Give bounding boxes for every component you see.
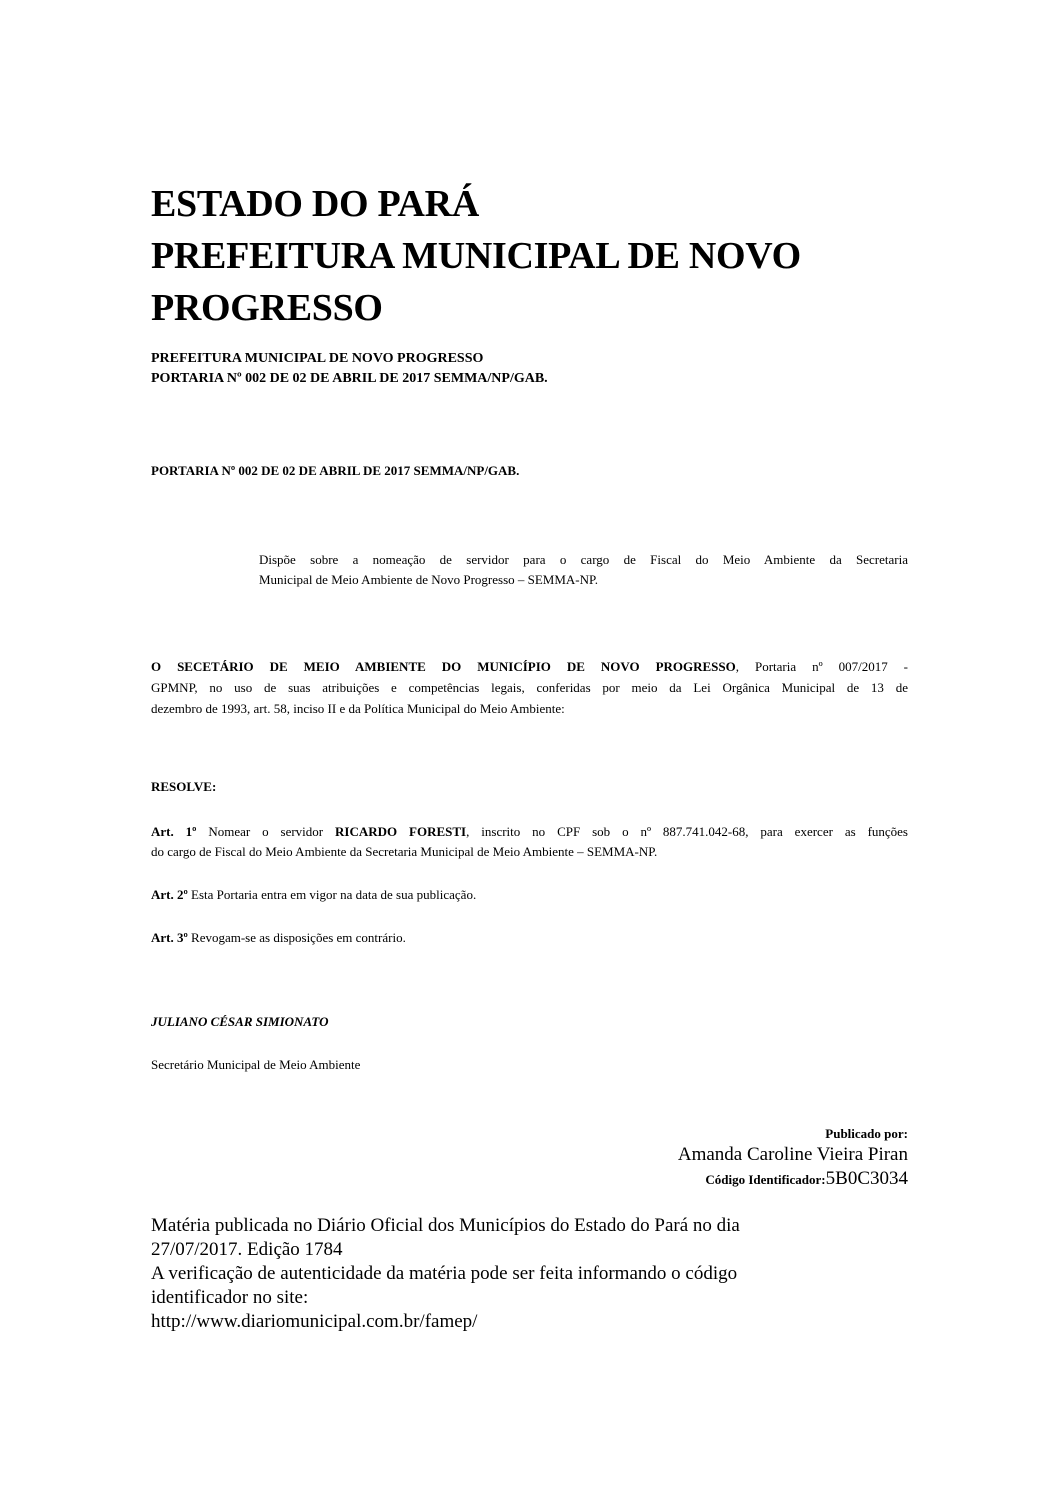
document-header <box>151 178 931 334</box>
identifier-code-label: Código Identificador: <box>705 1172 826 1187</box>
article-2-line <box>151 885 908 905</box>
verification-url: http://www.diariomunicipal.com.br/famep/ <box>151 1311 478 1332</box>
article-1-text-a: Nomear o servidor <box>196 824 336 839</box>
portaria-title: PORTARIA Nº 002 DE 02 DE ABRIL DE 2017 SEMMA/NP/GAB. <box>151 463 520 478</box>
preamble-line1-rest: , Portaria nº 007/2017 - <box>735 659 908 674</box>
article-1-line <box>151 822 908 842</box>
ementa <box>259 550 908 590</box>
signer-role: Secretário Municipal de Meio Ambiente <box>151 1057 361 1072</box>
article-3-label: Art. 3º <box>151 930 188 945</box>
article-3-text: Revogam-se as disposições em contrário. <box>187 930 406 945</box>
footer-line: A verificação de autenticidade da matéria pode ser feita informando o código <box>151 1263 738 1284</box>
preamble-line: GPMNP, no uso de suas atribuições e competências legais, conferidas por meio da Lei Orgânica Municipal de 13 de <box>151 680 908 695</box>
identifier-code-row <box>678 1167 908 1192</box>
resolve-label: RESOLVE: <box>151 779 217 794</box>
article-1-line: do cargo de Fiscal do Meio Ambiente da Secretaria Municipal de Meio Ambiente – SEMMA-NP. <box>151 844 658 859</box>
preamble <box>151 656 908 719</box>
sub-heading-portaria: PORTARIA Nº 002 DE 02 DE ABRIL DE 2017 SEMMA/NP/GAB. <box>151 371 548 386</box>
article-1 <box>151 822 908 862</box>
preamble-line <box>151 656 908 677</box>
identifier-code-value: 5B0C3034 <box>825 1168 908 1189</box>
preamble-authority: O SECETÁRIO DE MEIO AMBIENTE DO MUNICÍPIO DE NOVO PROGRESSO <box>151 659 736 674</box>
publisher-name: Amanda Caroline Vieira Piran <box>677 1144 908 1165</box>
article-1-text-b: , inscrito no CPF sob o nº 887.741.042-68, para exercer as funções <box>466 824 908 839</box>
sub-heading-municipality: PREFEITURA MUNICIPAL DE NOVO PROGRESSO <box>151 351 484 366</box>
ementa-line: Dispõe sobre a nomeação de servidor para o cargo de Fiscal do Meio Ambiente da Secretaria <box>259 552 908 567</box>
footer-line: identificador no site: <box>151 1287 309 1308</box>
publication-label: Publicado por: <box>825 1126 908 1141</box>
footer-line: 27/07/2017. Edição 1784 <box>151 1239 343 1260</box>
sub-heading <box>151 349 931 389</box>
article-3-line <box>151 928 908 948</box>
publication-block <box>678 1125 908 1192</box>
article-2 <box>151 885 908 905</box>
publication-footer <box>151 1214 911 1334</box>
article-1-label: Art. 1º <box>151 824 197 839</box>
signer-name: JULIANO CÉSAR SIMIONATO <box>151 1014 329 1029</box>
header-municipality-line2: PROGRESSO <box>151 287 383 329</box>
header-municipality-line1: PREFEITURA MUNICIPAL DE NOVO <box>151 235 801 277</box>
ementa-line: Municipal de Meio Ambiente de Novo Progresso – SEMMA-NP. <box>259 572 599 587</box>
footer-line: Matéria publicada no Diário Oficial dos Municípios do Estado do Pará no dia <box>151 1215 740 1236</box>
article-3 <box>151 928 908 948</box>
preamble-line: dezembro de 1993, art. 58, inciso II e da Política Municipal do Meio Ambiente: <box>151 701 565 716</box>
header-state: ESTADO DO PARÁ <box>151 183 479 225</box>
article-2-label: Art. 2º <box>151 887 188 902</box>
article-2-text: Esta Portaria entra em vigor na data de sua publicação. <box>187 887 477 902</box>
servant-name: RICARDO FORESTI <box>335 824 467 839</box>
